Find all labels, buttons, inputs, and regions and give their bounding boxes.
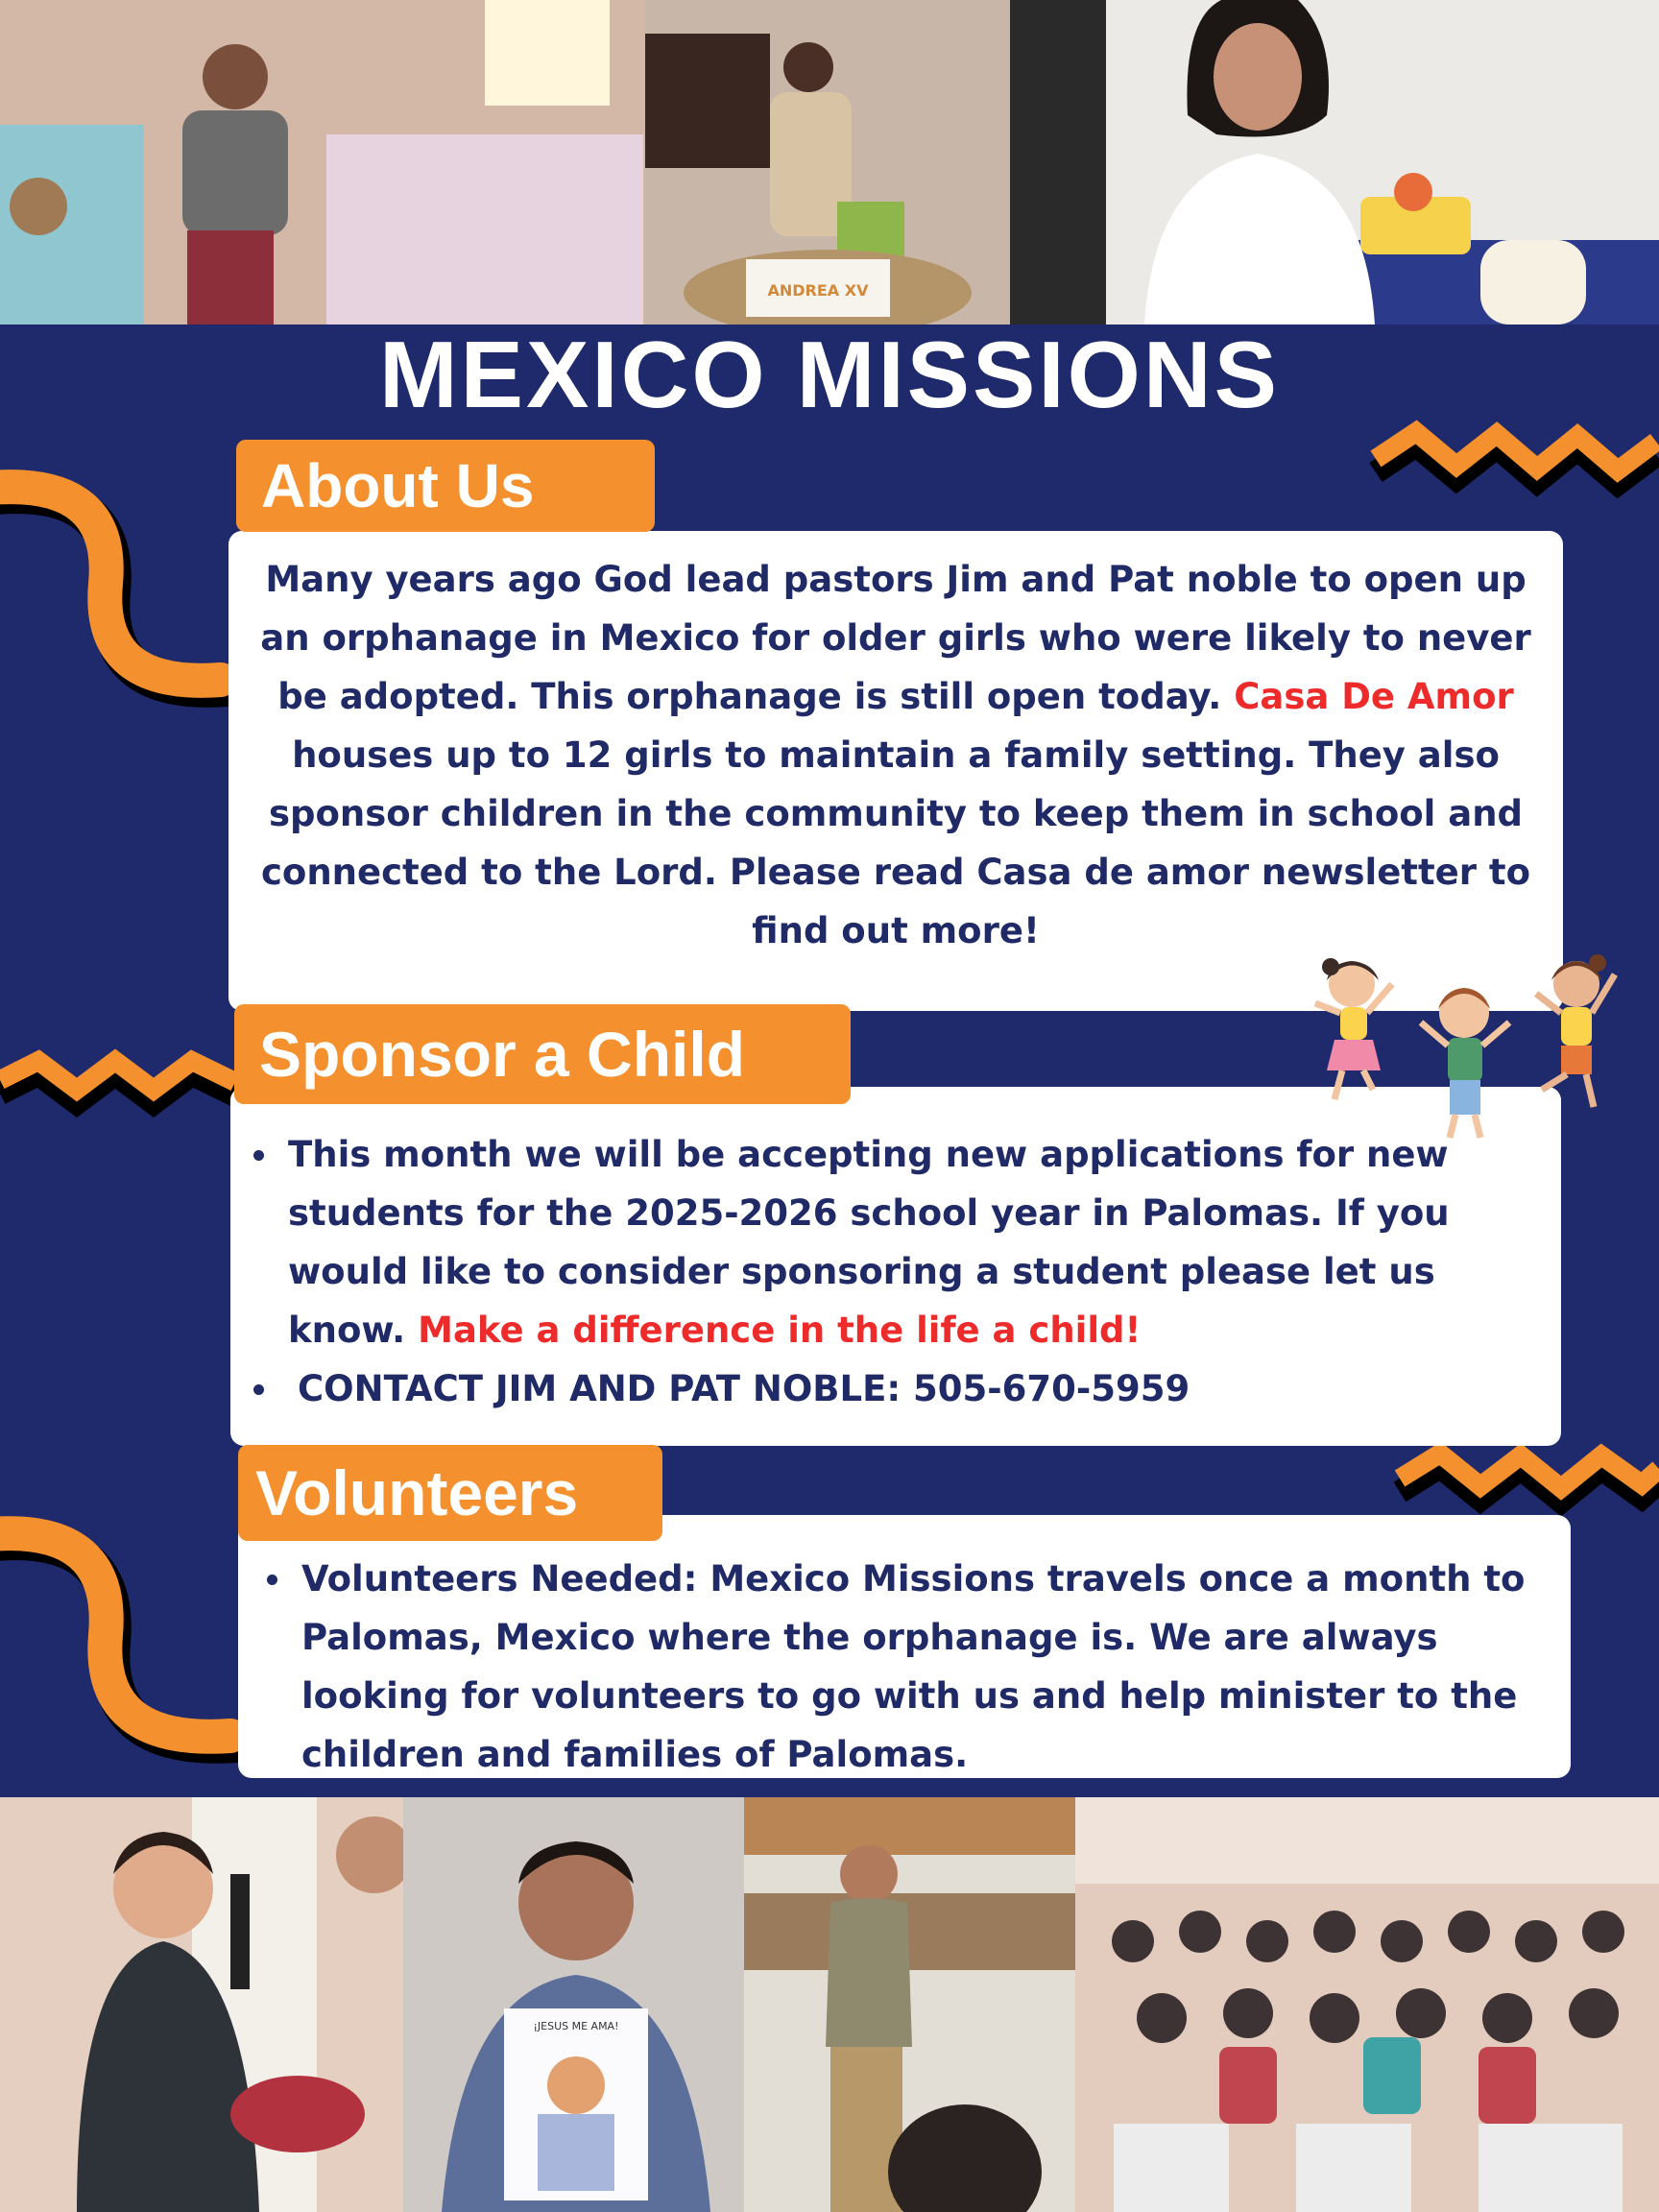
chef-with-cakes-photo — [1010, 0, 1659, 325]
volunteers-heading: Volunteers — [238, 1445, 662, 1541]
sponsor-bullet — [288, 1125, 1542, 1359]
orange-squiggle-bottom-icon — [0, 1505, 240, 1793]
orange-zigzag-left-icon — [0, 1022, 240, 1138]
sponsor-heading: Sponsor a Child — [234, 1004, 851, 1104]
quinceanera-cake-photo — [645, 0, 1010, 325]
girl-bedroom-photo — [0, 0, 645, 325]
about-us-card — [228, 531, 1563, 1011]
volunteers-bullet: Volunteers Needed: Mexico Missions travels once a month to Palomas, Mexico where the orphanage is. We are always looking for volunteers to go with us and help minister to the children and families of Palomas. — [301, 1550, 1551, 1784]
orange-zigzag-icon — [1368, 413, 1659, 523]
about-us-heading: About Us — [236, 440, 655, 532]
orange-squiggle-icon — [0, 459, 240, 737]
boy-with-microphone-photo — [0, 1797, 403, 2212]
sponsor-bullet-text: This month we will be accepting new applications for new students for the 2025-2026 school year in Palomas. If you would like to consider sponsoring a student please let us know. — [288, 1134, 1450, 1351]
man-preaching-photo — [744, 1797, 1075, 2212]
about-text-continued: houses up to 12 girls to maintain a family setting. They also sponsor children in the community to keep them in school and connected to the Lord. Please read Casa de amor newsletter to find out more! — [260, 734, 1531, 951]
volunteers-card — [238, 1515, 1571, 1778]
casa-de-amor-highlight: Casa De Amor — [1234, 676, 1514, 717]
page-title: MEXICO MISSIONS — [378, 322, 1280, 427]
sponsor-list — [288, 1125, 1542, 1418]
volunteers-list — [301, 1550, 1551, 1784]
about-text: Many years ago God lead pastors Jim and Pat noble to open up an orphanage in Mexico for older girls who were likely to never be adopted. This orphanage is still open today. — [260, 559, 1531, 717]
cake-text: ANDREA XV — [767, 281, 869, 300]
congregation-photo — [1075, 1797, 1659, 2212]
sponsor-highlight: Make a difference in the life a child! — [418, 1310, 1142, 1351]
boy-with-coloring-page-photo — [403, 1797, 744, 2212]
contact-line: CONTACT JIM AND PAT NOBLE: 505-670-5959 — [288, 1359, 1542, 1418]
happy-kids-illustration — [1306, 946, 1632, 1152]
coloring-page-text: ¡JESUS ME AMA! — [533, 2020, 619, 2032]
